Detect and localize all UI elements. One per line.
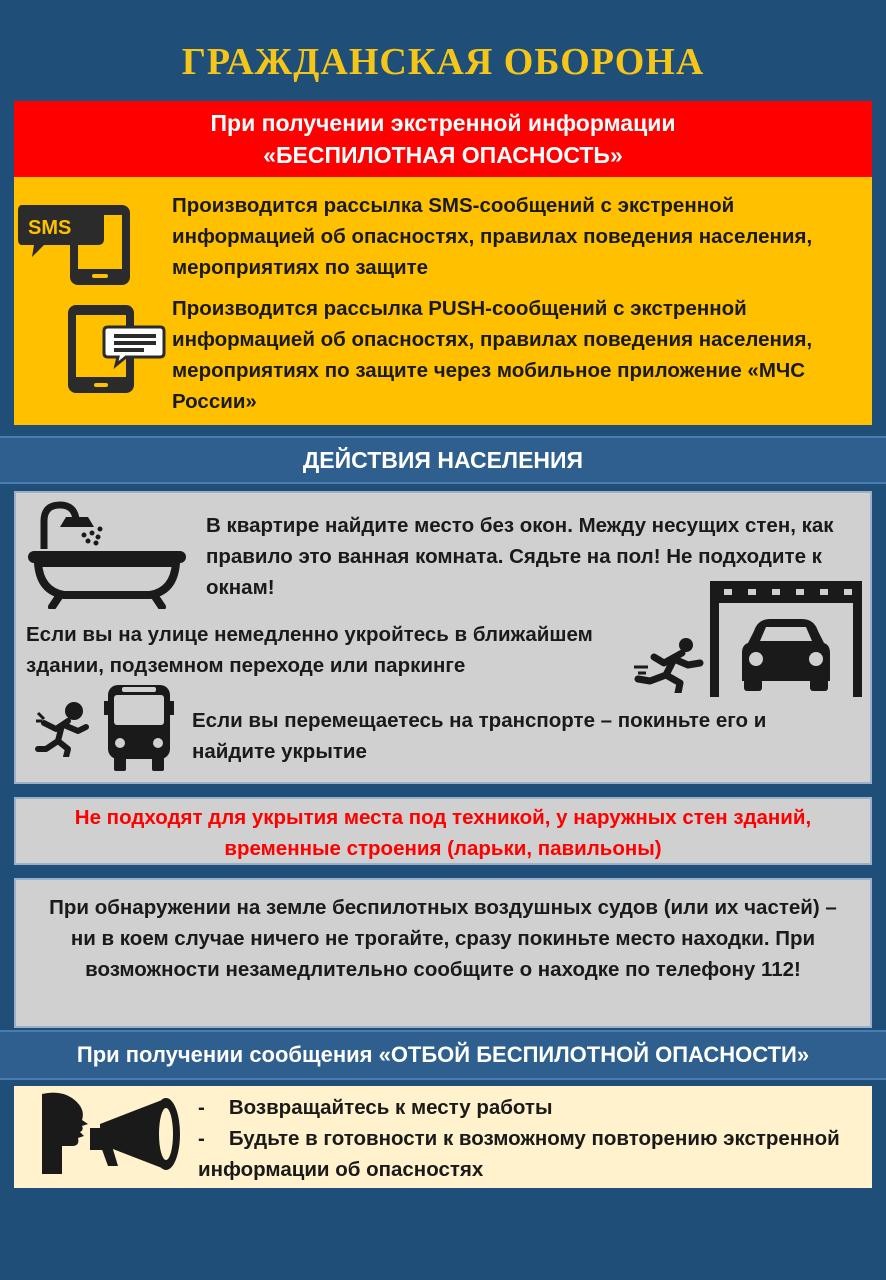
all-clear-item-2: [198, 1123, 858, 1185]
warning-line-1: Не подходят для укрытия места под техникой, у наружных стен зданий,: [74, 806, 812, 829]
alert-line-1: При получении экстренной информации: [210, 110, 676, 136]
street-advice: Если вы на улице немедленно укройтесь в ближайшем здании, подземном переходе или паркинге: [26, 623, 593, 677]
warning-line-2: временные строения (ларьки, павильоны): [224, 837, 662, 860]
alert-banner: [14, 101, 872, 177]
running-person-icon: [634, 637, 710, 693]
megaphone-speaker-icon: [42, 1090, 192, 1174]
push-phone-icon: [66, 303, 166, 395]
bus-icon: [104, 681, 174, 773]
actions-header: ДЕЙСТВИЯ НАСЕЛЕНИЯ: [0, 436, 886, 484]
transport-advice: Если вы перемещаетесь на транспорте – покиньте его и найдите укрытие: [192, 709, 767, 763]
panicking-person-icon: [34, 699, 90, 757]
debris-advice: При обнаружении на земле беспилотных воздушных судов (или их частей) – ни в коем случае ничего не трогайте, сразу покиньте место находки. При возможности незамедлительно сообщите о находке по телефону 112!: [49, 896, 837, 981]
bullet: -: [198, 1096, 205, 1119]
parking-garage-icon: [710, 581, 862, 697]
bullet: -: [198, 1127, 205, 1150]
alert-line-2: «БЕСПИЛОТНАЯ ОПАСНОСТЬ»: [263, 142, 623, 168]
notices-panel: [14, 177, 872, 425]
sms-phone-icon: [18, 199, 136, 287]
bathtub-icon: [26, 501, 188, 609]
page-title: ГРАЖДАНСКАЯ ОБОРОНА: [181, 41, 705, 83]
warning-panel: [14, 797, 872, 865]
all-clear-panel: [14, 1086, 872, 1188]
all-clear-item-1: [198, 1092, 858, 1123]
all-clear-item-2-text: Будьте в готовности к возможному повторению экстренной информации об опасностях: [198, 1127, 840, 1181]
all-clear-header: При получении сообщения «ОТБОЙ БЕСПИЛОТНОЙ ОПАСНОСТИ»: [0, 1030, 886, 1080]
sms-notice: Производится рассылка SMS-сообщений с экстренной информацией об опасностях, правилах поведения населения, мероприятиях по защите: [172, 194, 813, 279]
debris-panel: [14, 878, 872, 1028]
actions-panel: [14, 491, 872, 784]
all-clear-item-1-text: Возвращайтесь к месту работы: [228, 1096, 553, 1119]
push-notice: Производится рассылка PUSH-сообщений с экстренной информацией об опасностях, правилах поведения населения, мероприятиях по защите через мобильное приложение «МЧС России»: [172, 297, 813, 413]
apartment-advice: В квартире найдите место без окон. Между несущих стен, как правило это ванная комната. Сядьте на пол! Не подходите к окнам!: [206, 514, 834, 599]
sms-icon-label: SMS: [28, 217, 72, 239]
